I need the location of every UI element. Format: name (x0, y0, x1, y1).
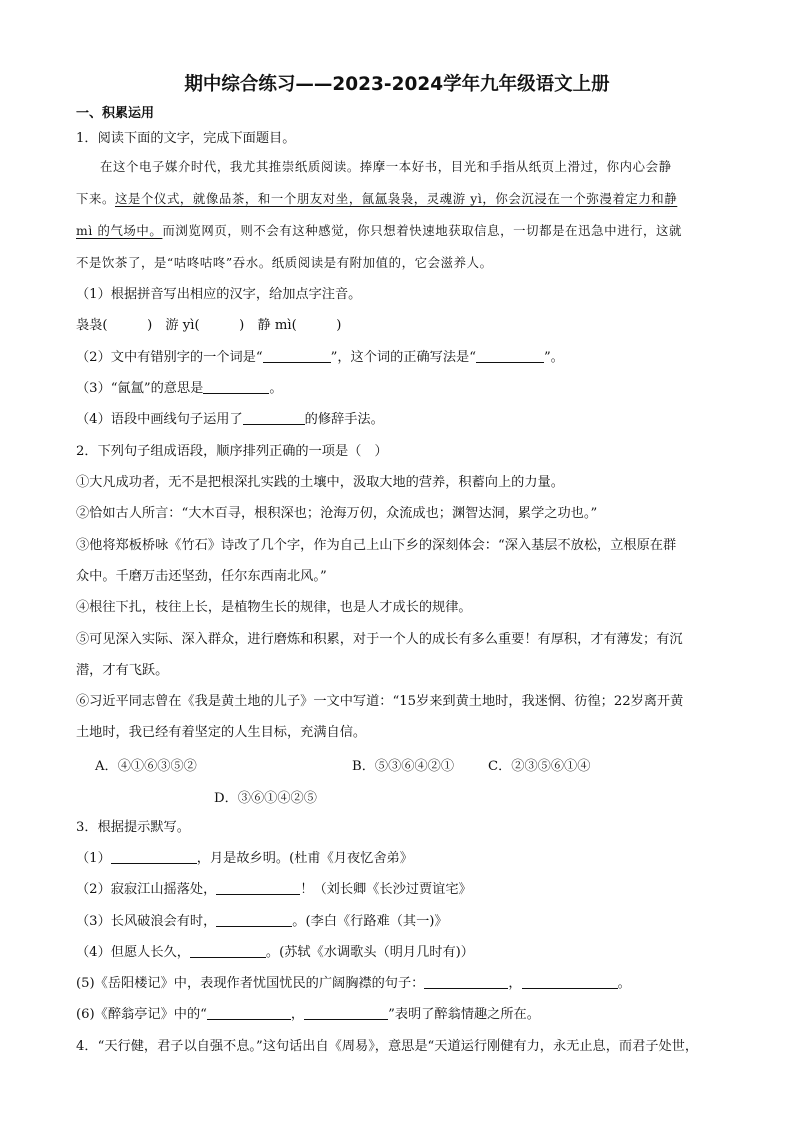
q2-sentence-4: ④根往下扎，枝往上长，是植物生长的规律，也是人才成长的规律。 (76, 600, 472, 615)
q3-item-5 (76, 974, 631, 994)
q3-item-text: (5)《岳阳楼记》中，表现作者忧国忧民的广阔胸襟的句子： (76, 976, 425, 991)
q3-item-text: （1） (76, 851, 111, 866)
answer-blank[interactable] (263, 348, 331, 363)
q1-sub1-items: 袅袅( ) 游 yì( ) 静 mì( ) (76, 318, 342, 333)
q1-passage-line-3 (76, 221, 682, 241)
q1-sub2 (76, 348, 564, 368)
q3-item-text: ！（刘长卿《长沙过贾谊宅》 (300, 882, 472, 897)
q1-passage-text: 下来。 (76, 191, 115, 206)
q1-sub3 (76, 379, 283, 399)
q3-stem: 3．根据提示默写。 (76, 820, 190, 835)
q3-item-4 (76, 943, 474, 963)
q1-sub2-text: ”。 (543, 350, 564, 365)
section-heading: 一、积累运用 (76, 106, 155, 121)
q1-passage-line-1: 在这个电子媒介时代，我尤其推崇纸质阅读。捧摩一本好书，目光和手指从纸页上滑过，你内心会静 (100, 159, 672, 174)
q1-sub2-text: （2）文中有错别字的一个词是“ (76, 350, 263, 365)
q1-stem: 1．阅读下面的文字，完成下面题目。 (76, 131, 296, 146)
answer-blank[interactable] (216, 912, 292, 927)
answer-blank[interactable] (476, 348, 544, 363)
q2-sentence-5-cont: 潜，才有飞跃。 (76, 663, 169, 678)
q2-option-d[interactable]: D．③⑥①④②⑤ (214, 791, 317, 806)
q1-passage-line-2 (76, 189, 677, 209)
q1-underlined-sentence-end: mì 的气场中。 (76, 223, 163, 238)
q3-item-text: (6)《醉翁亭记》中的“ (76, 1007, 207, 1022)
q2-option-c[interactable]: C．②③⑤⑥①④ (488, 759, 591, 774)
q3-item-text: 。(李白《行路难（其一)》 (292, 914, 448, 929)
answer-blank[interactable] (304, 1005, 388, 1020)
q3-item-text: ， (290, 1007, 305, 1022)
q1-passage-text: 而浏览网页，则不会有这种感觉，你只想着快速地获取信息，一切都是在迅急中进行，这就 (162, 223, 683, 238)
answer-blank[interactable] (424, 974, 508, 989)
q2-sentence-2: ②恰如古人所言：“大木百寻，根积深也；沧海万仞，众流成也；渊智达洞，累学之功也。” (76, 506, 598, 521)
q2-sentence-3-cont: 众中。千磨万击还坚劲，任尔东西南北风。” (76, 569, 327, 584)
answer-blank[interactable] (203, 379, 269, 394)
q3-item-text: ， (508, 976, 522, 991)
q1-sub4-text: （4）语段中画线句子运用了 (76, 412, 243, 427)
q3-item-2 (76, 880, 472, 900)
q1-underlined-sentence: 这是个仪式，就像品茶，和一个朋友对坐，氤氲袅袅，灵魂游 yì，你会沉浸在一个弥漫着定力和静 (114, 191, 678, 206)
q3-item-3 (76, 912, 448, 932)
q2-sentence-6-cont: 土地时，我已经有着坚定的人生目标，充满自信。 (76, 725, 367, 740)
q3-item-text: 。(苏轼《水调歌头（明月几时有)） (265, 945, 474, 960)
answer-blank[interactable] (111, 849, 197, 864)
q3-item-text: ”表明了醉翁情趣之所在。 (388, 1007, 540, 1022)
q3-item-text: 。 (617, 976, 631, 991)
q2-sentence-6: ⑥习近平同志曾在《我是黄土地的儿子》一文中写道：“15岁来到黄土地时，我迷惘、彷徨；22岁离开黄 (76, 694, 684, 709)
q3-item-text: （2）寂寂江山摇落处， (76, 882, 217, 897)
q2-sentence-1: ①大凡成功者，无不是把根深扎实践的土壤中，汲取大地的营养，积蓄向上的力量。 (76, 475, 564, 490)
q2-option-a[interactable]: A．④①⑥③⑤② (95, 759, 197, 774)
q3-item-6 (76, 1005, 540, 1025)
q2-option-b[interactable]: B．⑤③⑥④②① (352, 759, 455, 774)
q2-stem: 2．下列句子组成语段，顺序排列正确的一项是（ ） (76, 444, 388, 459)
q3-item-text: （4）但愿人长久， (76, 945, 190, 960)
q1-sub4 (76, 410, 384, 430)
page-title: 期中综合练习——2023-2024学年九年级语文上册 (184, 74, 610, 95)
q3-item-text: ，月是故乡明。(杜甫《月夜忆舍弟》 (196, 851, 413, 866)
q1-sub3-text: （3）“氤氲”的意思是 (76, 381, 204, 396)
q1-sub2-text: ”，这个词的正确写法是“ (330, 350, 476, 365)
q1-sub4-text: 的修辞手法。 (304, 412, 384, 427)
answer-blank[interactable] (243, 410, 305, 425)
q1-sub1: （1）根据拼音写出相应的汉字，给加点字注音。 (76, 287, 362, 302)
q2-sentence-3: ③他将郑板桥咏《竹石》诗改了几个字，作为自己上山下乡的深刻体会：“深入基层不放松，立根原在群 (76, 538, 677, 553)
q2-sentence-5: ⑤可见深入实际、深入群众，进行磨炼和积累，对于一个人的成长有多么重要！有厚积，才有薄发；有沉 (76, 632, 683, 647)
q3-item-1 (76, 849, 413, 869)
q3-item-text: （3）长风破浪会有时， (76, 914, 217, 929)
answer-blank[interactable] (190, 943, 266, 958)
answer-blank[interactable] (207, 1005, 291, 1020)
answer-blank[interactable] (216, 880, 300, 895)
answer-blank[interactable] (522, 974, 618, 989)
q4-stem: 4．“天行健，君子以自强不息。”这句话出自《周易》，意思是“天道运行刚健有力，永无止息，而君子处世， (76, 1039, 699, 1054)
q1-sub3-text: 。 (269, 381, 283, 396)
q1-passage-line-4: 不是饮茶了，是“咕咚咕咚”吞水。纸质阅读是有附加值的，它会滋养人。 (76, 255, 493, 270)
